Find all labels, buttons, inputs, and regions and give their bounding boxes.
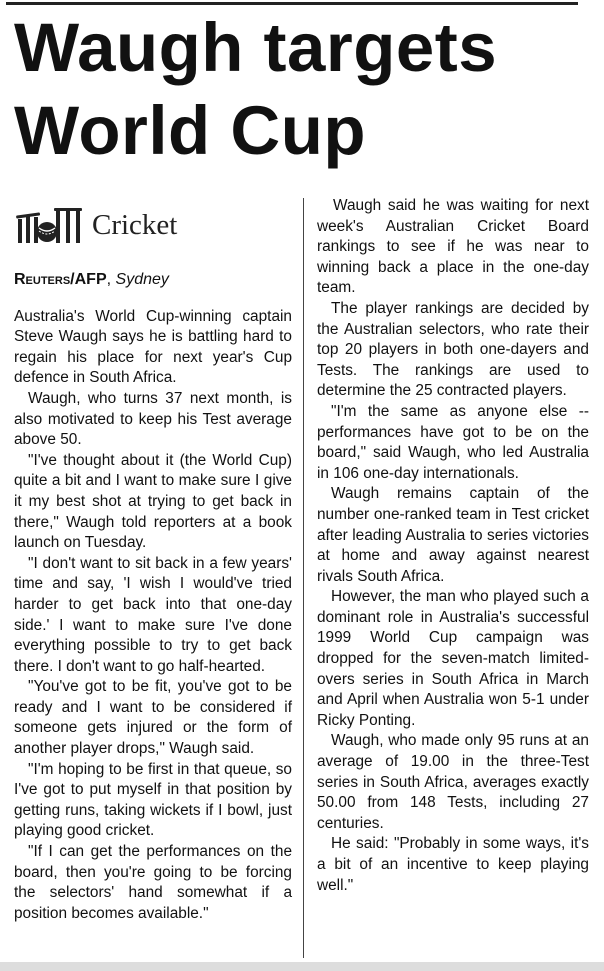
paragraph: Australia's World Cup-winning captain Steve Waugh says he is battling hard to regain his place for next year's Cup defence in South Africa. bbox=[14, 307, 292, 387]
paragraph: "I'm the same as anyone else -- performances have got to be on the board," said Waugh, who led Australia in 106 one-day internationals. bbox=[317, 402, 589, 482]
paragraph: However, the man who played such a dominant role in Australia's successful 1999 World Cup campaign was dropped for the seven-match limited-overs series in South Africa in March and April when Australia won 5-1 under Ricky Ponting. bbox=[317, 588, 589, 729]
paragraph: "You've got to be fit, you've got to be ready and I want to be considered if someone gets injured or the form of another player drops," Waugh said. bbox=[14, 678, 292, 758]
paragraph: "I don't want to sit back in a few years' time and say, 'I wish I would've tried harder to get back into that one-day side.' I want to make sure I've done everything possible to try to get back there. I don't want to go half-hearted. bbox=[14, 554, 292, 675]
paragraph: Waugh remains captain of the number one-ranked team in Test cricket after leading Australia to series victories at home and away against nearest rivals South Africa. bbox=[317, 485, 589, 585]
headline: Waugh targets World Cup bbox=[14, 9, 498, 169]
top-rule bbox=[6, 2, 578, 5]
byline-place: Sydney bbox=[115, 271, 169, 288]
paragraph: Waugh, who made only 95 runs at an average of 19.00 in the three-Test series in South Africa, averages exactly 50.00 from 148 Tests, including 27 centuries. bbox=[317, 732, 589, 832]
paragraph: "If I can get the performances on the board, then you're going to be forcing the selectors' hand somewhat if a position becomes available." bbox=[14, 843, 292, 922]
paragraph: "I'm hoping to be first in that queue, so I've got to put myself in that position by getting runs, taking wickets if I bowl, just playing good cricket. bbox=[14, 760, 292, 840]
section-header bbox=[14, 200, 292, 250]
paragraph: He said: "Probably in some ways, it's a bit of an incentive to keep playing well." bbox=[317, 835, 589, 894]
paragraph: Waugh said he was waiting for next week's Australian Cricket Board rankings to see if he was near to winning back a place in the one-day team. bbox=[317, 197, 589, 297]
section-label: Cricket bbox=[92, 208, 178, 241]
byline-separator: , bbox=[106, 271, 116, 288]
right-column bbox=[317, 196, 589, 896]
paragraph: "I've thought about it (the World Cup) quite a bit and I want to make sure I give it my best shot at trying to get back in there," Waugh told reporters at a book launch on Tuesday. bbox=[14, 451, 292, 552]
cricket-stumps-ball-icon bbox=[14, 205, 90, 245]
paragraph: Waugh, who turns 37 next month, is also motivated to keep his Test average above 50. bbox=[14, 389, 292, 449]
left-column bbox=[14, 200, 292, 924]
bottom-border bbox=[0, 962, 604, 971]
byline-agency: Reuters/AFP bbox=[14, 271, 107, 288]
paragraph: The player rankings are decided by the Australian selectors, who rate their top 20 players in both one-dayers and Tests. The rankings are used to determine the 25 contracted players. bbox=[317, 299, 589, 400]
column-divider bbox=[303, 198, 304, 958]
byline bbox=[14, 270, 292, 291]
